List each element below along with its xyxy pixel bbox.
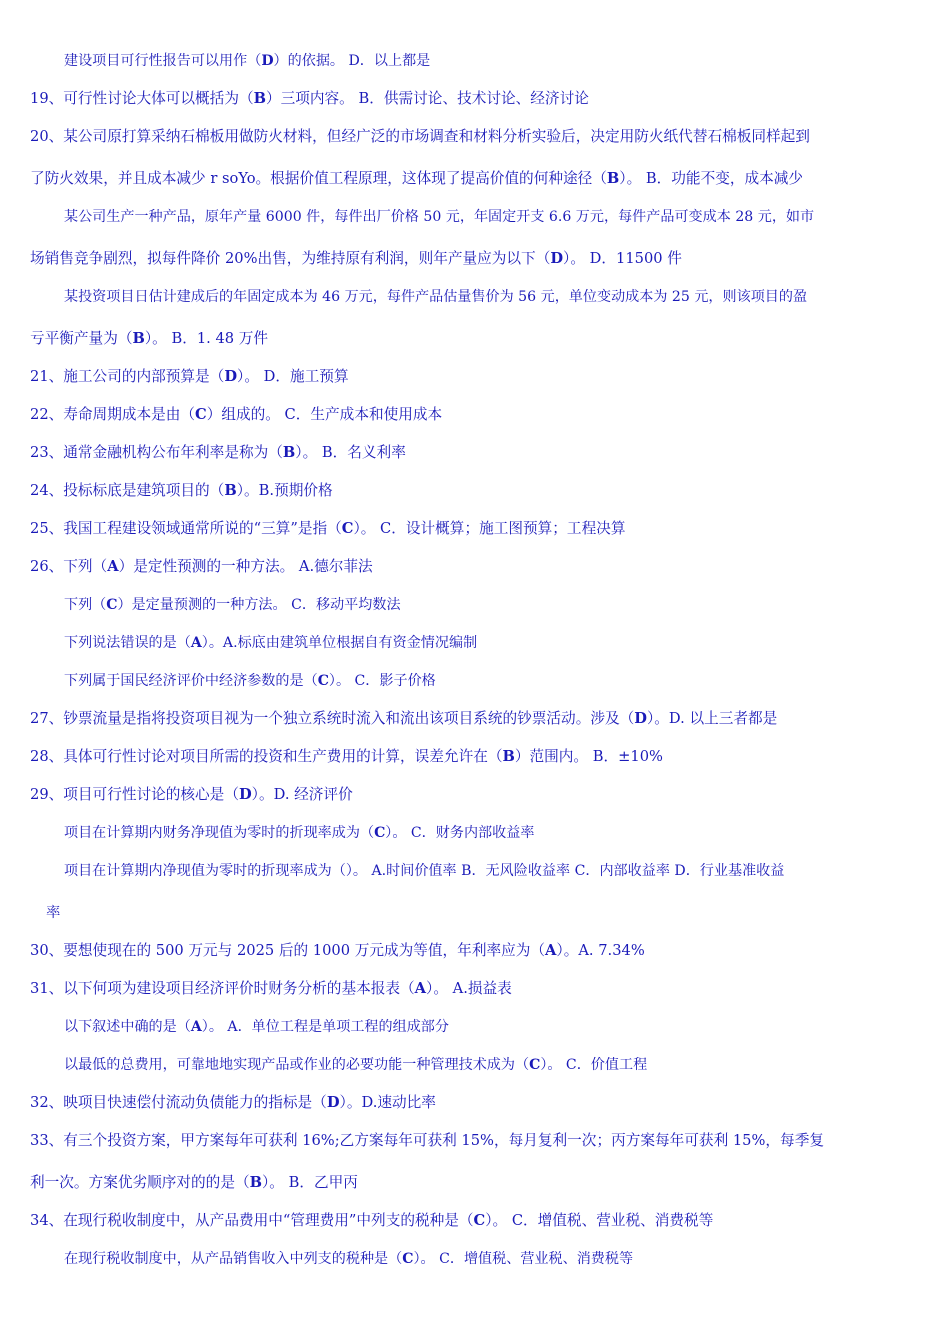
question-text: 亏平衡产量为（ bbox=[30, 330, 133, 347]
text-line bbox=[30, 556, 950, 578]
question-text: 建设项目可行性报告可以用作（ bbox=[64, 53, 262, 69]
answer-letter: C bbox=[529, 1057, 541, 1073]
text-line bbox=[30, 518, 950, 540]
answer-text: ）。 C．价值工程 bbox=[540, 1057, 648, 1073]
answer-text: ）。D.速动比率 bbox=[339, 1094, 436, 1111]
text-line bbox=[64, 670, 950, 692]
text-line bbox=[30, 1092, 950, 1114]
question-text: 某公司生产一种产品，原年产量 6000 件，每件出厂价格 50 元，年固定开支 6.6 万元，每件产品可变成本 28 元，如市 bbox=[64, 209, 815, 225]
text-line bbox=[30, 746, 950, 768]
text-line bbox=[46, 902, 950, 924]
text-line bbox=[30, 940, 950, 962]
answer-text: ）是定量预测的一种方法。 C．移动平均数法 bbox=[117, 597, 401, 613]
question-text: 24、投标标底是建筑项目的（ bbox=[30, 482, 225, 499]
answer-text: ）。B.预期价格 bbox=[236, 482, 333, 499]
question-text: 率 bbox=[46, 905, 61, 921]
answer-text: ）。 D．施工预算 bbox=[237, 368, 349, 385]
question-text: 在现行税收制度中，从产品销售收入中列支的税种是（ bbox=[64, 1251, 403, 1267]
question-text: 以下叙述中确的是（ bbox=[64, 1019, 191, 1035]
text-line bbox=[30, 328, 950, 350]
answer-text: ）。A. 7.34% bbox=[556, 942, 645, 959]
question-text: 19、可行性讨论大体可以概括为（ bbox=[30, 90, 254, 107]
answer-text: ）。D. 经济评价 bbox=[251, 786, 353, 803]
text-line bbox=[30, 126, 950, 148]
answer-text: ）三项内容。 B．供需讨论、技术讨论、经济讨论 bbox=[265, 90, 589, 107]
text-line bbox=[64, 1054, 950, 1076]
answer-letter: B bbox=[132, 330, 145, 347]
answer-letter: D bbox=[634, 710, 647, 727]
question-text: 31、以下何项为建设项目经济评价时财务分析的基本报表（ bbox=[30, 980, 415, 997]
answer-text: ）。 D．11500 件 bbox=[563, 250, 682, 267]
text-line bbox=[64, 50, 950, 72]
question-text: 某投资项目日估计建成后的年固定成本为 46 万元，每件产品估量售价为 56 元，单位变动成本为 25 元，则该项目的盈 bbox=[64, 289, 808, 305]
question-text: 场销售竞争剧烈，拟每件降价 20%出售，为维持原有利润，则年产量应为以下（ bbox=[30, 250, 551, 267]
text-line bbox=[30, 1130, 950, 1152]
answer-letter: C bbox=[317, 673, 329, 689]
text-line bbox=[30, 442, 950, 464]
answer-letter: B bbox=[606, 170, 620, 187]
answer-text: ）。 C．设计概算；施工图预算；工程决算 bbox=[353, 520, 626, 537]
question-text: 项目在计算期内财务净现值为零时的折现率成为（ bbox=[64, 825, 375, 841]
answer-text: ）。 C．增值税、营业税、消费税等 bbox=[485, 1212, 714, 1229]
answer-letter: A bbox=[190, 635, 202, 651]
question-text: 20、某公司原打算采纳石棉板用做防火材料，但经广泛的市场调查和材料分析实验后，决定用防火纸代替石棉板同样起到 bbox=[30, 128, 810, 145]
question-text: 22、寿命周期成本是由（ bbox=[30, 406, 196, 423]
text-line bbox=[30, 784, 950, 806]
answer-letter: D bbox=[326, 1094, 340, 1111]
answer-letter: C bbox=[374, 825, 386, 841]
text-line bbox=[30, 404, 950, 426]
answer-letter: C bbox=[341, 520, 354, 537]
text-line bbox=[30, 248, 950, 270]
answer-letter: C bbox=[402, 1251, 414, 1267]
text-line bbox=[30, 480, 950, 502]
text-line bbox=[64, 594, 950, 616]
answer-text: ）是定性预测的一种方法。 A.德尔菲法 bbox=[118, 558, 373, 575]
answer-text: ）。 C．财务内部收益率 bbox=[385, 825, 535, 841]
question-text: 下列说法错误的是（ bbox=[64, 635, 191, 651]
answer-letter: B bbox=[282, 444, 296, 461]
answer-letter: A bbox=[107, 558, 119, 575]
answer-letter: B bbox=[224, 482, 237, 499]
question-text: 34、在现行税收制度中，从产品费用中“管理费用”中列支的税种是（ bbox=[30, 1212, 474, 1229]
text-line bbox=[64, 1248, 950, 1270]
text-line bbox=[30, 1210, 950, 1232]
text-line bbox=[30, 1172, 950, 1194]
text-line bbox=[64, 206, 950, 228]
answer-letter: A bbox=[545, 942, 557, 959]
question-text: 以最低的总费用，可靠地地实现产品或作业的必要功能一种管理技术成为（ bbox=[64, 1057, 530, 1073]
answer-letter: C bbox=[473, 1212, 486, 1229]
text-line bbox=[64, 822, 950, 844]
question-text: 25、我国工程建设领域通常所说的“三算”是指（ bbox=[30, 520, 342, 537]
answer-text: ）。 B．名义利率 bbox=[295, 444, 406, 461]
answer-letter: D bbox=[261, 53, 274, 69]
answer-text: ）。D. 以上三者都是 bbox=[646, 710, 778, 727]
answer-text: ）。 C．增值税、营业税、消费税等 bbox=[413, 1251, 634, 1267]
question-text: 23、通常金融机构公布年利率是称为（ bbox=[30, 444, 283, 461]
question-text: 33、有三个投资方案，甲方案每年可获利 16%;乙方案每年可获利 15%，每月复利一次；丙方案每年可获利 15%，每季复 bbox=[30, 1132, 824, 1149]
text-line bbox=[64, 632, 950, 654]
question-text: 32、映项目快速偿付流动负债能力的指标是（ bbox=[30, 1094, 327, 1111]
text-line bbox=[30, 88, 950, 110]
answer-text: ）。 B．1. 48 万件 bbox=[144, 330, 269, 347]
answer-letter: A bbox=[414, 980, 427, 997]
answer-text: ）范围内。 B．±10% bbox=[514, 748, 663, 765]
question-text: 26、下列（ bbox=[30, 558, 108, 575]
answer-letter: D bbox=[224, 368, 238, 385]
question-text: 下列属于国民经济评价中经济参数的是（ bbox=[64, 673, 318, 689]
text-line bbox=[64, 286, 950, 308]
answer-letter: A bbox=[190, 1019, 202, 1035]
answer-text: ）的依据。 D．以上都是 bbox=[273, 53, 431, 69]
text-line bbox=[30, 366, 950, 388]
text-line bbox=[64, 1016, 950, 1038]
text-line bbox=[30, 168, 950, 190]
question-text: 21、施工公司的内部预算是（ bbox=[30, 368, 225, 385]
answer-text: ）组成的。 C．生产成本和使用成本 bbox=[206, 406, 443, 423]
question-text: 下列（ bbox=[64, 597, 107, 613]
question-text: 27、钞票流量是指将投资项目视为一个独立系统时流入和流出该项目系统的钞票活动。涉及（ bbox=[30, 710, 635, 727]
question-text: 30、要想使现在的 500 万元与 2025 后的 1000 万元成为等值，年利率应为（ bbox=[30, 942, 546, 959]
question-text: 项目在计算期内净现值为零时的折现率成为（）。 A.时间价值率 B．无风险收益率 C．内部收益率 D．行业基准收益 bbox=[64, 863, 785, 879]
question-text: 利一次。方案优劣顺序对的的是（ bbox=[30, 1174, 250, 1191]
answer-letter: D bbox=[550, 250, 564, 267]
answer-letter: C bbox=[106, 597, 118, 613]
answer-letter: C bbox=[195, 406, 207, 423]
answer-text: ）。A.标底由建筑单位根据自有资金情况编制 bbox=[201, 635, 478, 651]
answer-letter: D bbox=[238, 786, 252, 803]
answer-text: ）。 B．功能不变，成本减少 bbox=[619, 170, 804, 187]
answer-letter: B bbox=[249, 1174, 262, 1191]
answer-letter: B bbox=[253, 90, 266, 107]
answer-letter: B bbox=[502, 748, 515, 765]
answer-text: ）。 C．影子价格 bbox=[328, 673, 436, 689]
answer-text: ）。 A．单位工程是单项工程的组成部分 bbox=[201, 1019, 449, 1035]
text-line bbox=[30, 978, 950, 1000]
question-text: 29、项目可行性讨论的核心是（ bbox=[30, 786, 239, 803]
answer-text: ）。 B．乙甲丙 bbox=[261, 1174, 358, 1191]
question-text: 28、具体可行性讨论对项目所需的投资和生产费用的计算，误差允许在（ bbox=[30, 748, 503, 765]
question-text: 了防火效果，并且成本减少 r soYo。根据价值工程原理，这体现了提高价值的何种途径（ bbox=[30, 170, 607, 187]
text-line bbox=[64, 860, 950, 882]
answer-text: ）。 A.损益表 bbox=[426, 980, 512, 997]
text-line bbox=[30, 708, 950, 730]
